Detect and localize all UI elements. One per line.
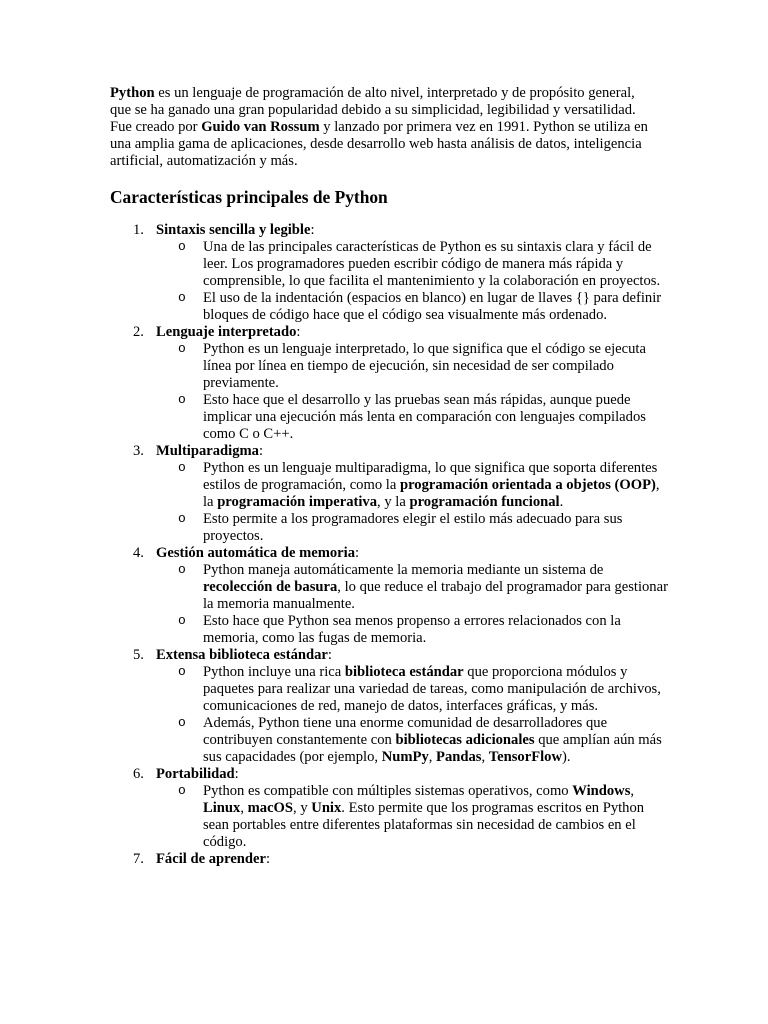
text-run: . Esto permite que los programas escritos en Python sean portables entre diferentes plataformas sin necesidad de cambios en el código.	[203, 800, 645, 850]
text-run: Una de las principales características de Python es su sintaxis clara y fácil de leer. Los programadores pueden escribir código de manera más rápida y comprensible, lo que facilita el mantenimiento y la colaboración en proyectos.	[203, 239, 661, 289]
bullet-marker-icon: o	[178, 664, 186, 679]
bullet-point	[0, 613, 768, 647]
bullet-marker-icon: o	[178, 239, 186, 254]
list-item-title: Portabilidad	[156, 766, 235, 782]
bullet-point	[0, 392, 768, 443]
text-run: que proporciona módulos y paquetes para realizar una variedad de tareas, como manipulación de archivos, comunicaciones de red, manejo de datos, interfaces gráficas, y más.	[203, 664, 661, 714]
text-run: ).	[562, 749, 571, 765]
list-item-title: Fácil de aprender	[156, 851, 266, 867]
text-run: Esto hace que el desarrollo y las pruebas sean más rápidas, aunque puede implicar una ejecución más lenta en comparación con lenguajes compilados como C o C++.	[203, 392, 646, 442]
text-run: es un lenguaje de programación de alto nivel, interpretado y de propósito general, que se ha ganado una gran popularidad debido a su simplicidad, legibilidad y versatilidad. Fue creado por	[110, 85, 636, 135]
list-item	[0, 222, 768, 324]
bullet-marker-icon: o	[178, 392, 186, 407]
list-item-number: 3.	[133, 443, 144, 459]
bullet-marker-icon: o	[178, 341, 186, 356]
list-item-number: 6.	[133, 766, 144, 782]
text-run: El uso de la indentación (espacios en blanco) en lugar de llaves {} para definir bloques de código hace que el código sea visualmente más ordenado.	[203, 290, 662, 323]
text-run: Esto permite a los programadores elegir el estilo más adecuado para sus proyectos.	[203, 511, 623, 544]
text-run: Además, Python tiene una enorme comunidad de desarrolladores que contribuyen constantemente con	[203, 715, 608, 748]
list-item-header: 1. Sintaxis sencilla y legible:	[133, 222, 315, 238]
bullet-point	[0, 239, 768, 290]
bold-text: Windows	[572, 783, 631, 799]
bold-text: bibliotecas adicionales	[395, 732, 535, 748]
list-item-header: 4. Gestión automática de memoria:	[133, 545, 360, 561]
bold-text: TensorFlow	[488, 749, 563, 765]
list-item	[0, 545, 768, 647]
bold-text: biblioteca estándar	[344, 664, 464, 680]
list-item-header: 5. Extensa biblioteca estándar:	[133, 647, 332, 663]
bold-text: macOS	[247, 800, 294, 816]
bullet-marker-icon: o	[178, 460, 186, 475]
list-item-header: 2. Lenguaje interpretado:	[133, 324, 301, 340]
bullet-marker-icon: o	[178, 562, 186, 577]
bold-text: Guido van Rossum	[201, 119, 320, 135]
text-run: , lo que reduce el trabajo del programador para gestionar la memoria manualmente.	[203, 579, 668, 612]
text-run: Python maneja automáticamente la memoria mediante un sistema de	[203, 562, 604, 578]
text-run: , y la	[377, 494, 410, 510]
list-item-title: Multiparadigma	[156, 443, 259, 459]
bullet-point	[0, 664, 768, 715]
text-run: , y	[293, 800, 312, 816]
list-item	[0, 766, 768, 851]
list-item-number: 1.	[133, 222, 144, 238]
bullet-marker-icon: o	[178, 783, 186, 798]
bold-text: Pandas	[436, 749, 482, 765]
bullet-point	[0, 460, 768, 511]
list-item-number: 2.	[133, 324, 144, 340]
bullet-marker-icon: o	[178, 613, 186, 628]
list-item-title: Lenguaje interpretado	[156, 324, 297, 340]
bullet-point	[0, 290, 768, 324]
text-run: Esto hace que Python sea menos propenso a errores relacionados con la memoria, como las fugas de memoria.	[203, 613, 621, 646]
section-heading: Características principales de Python	[110, 187, 388, 207]
text-run: ,	[630, 783, 635, 799]
text-run: Python es un lenguaje multiparadigma, lo que significa que soporta diferentes estilos de programación, como la	[203, 460, 658, 493]
text-run: ,	[428, 749, 437, 765]
bullet-point	[0, 562, 768, 613]
list-item-header: 6. Portabilidad:	[133, 766, 239, 782]
text-run: ,	[240, 800, 248, 816]
bullet-marker-icon: o	[178, 715, 186, 730]
bold-text: programación funcional	[409, 494, 560, 510]
bullet-point	[0, 511, 768, 545]
list-item-title: Sintaxis sencilla y legible	[156, 222, 311, 238]
text-run: y lanzado por primera vez en 1991. Python se utiliza en una amplia gama de aplicaciones, desde desarrollo web hasta análisis de datos, inteligencia artificial, automatización y más.	[110, 119, 648, 169]
text-run: Python es compatible con múltiples sistemas operativos, como	[203, 783, 573, 799]
bold-text: Unix	[311, 800, 342, 816]
list-item	[0, 851, 768, 868]
bold-text: Linux	[203, 800, 241, 816]
features-list	[0, 222, 768, 868]
list-item-number: 4.	[133, 545, 144, 561]
text-run: .	[559, 494, 564, 510]
bold-text: programación imperativa	[217, 494, 378, 510]
list-item-number: 7.	[133, 851, 144, 867]
list-item-title: Gestión automática de memoria	[156, 545, 356, 561]
bullet-point	[0, 783, 768, 851]
text-run: ,	[481, 749, 489, 765]
bullet-point	[0, 715, 768, 766]
text-run: Python es un lenguaje interpretado, lo que significa que el código se ejecuta línea por línea en tiempo de ejecución, sin necesidad de ser compilado previamente.	[203, 341, 646, 391]
bullet-point	[0, 341, 768, 392]
list-item-header: 7. Fácil de aprender:	[133, 851, 271, 867]
intro-paragraph	[110, 85, 655, 170]
list-item	[0, 324, 768, 443]
text-run: , la	[203, 477, 660, 510]
list-item-header: 3. Multiparadigma:	[133, 443, 264, 459]
list-item-title: Extensa biblioteca estándar	[156, 647, 328, 663]
bold-text: NumPy	[381, 749, 429, 765]
bold-text: Python	[110, 85, 155, 101]
list-item	[0, 647, 768, 766]
text-run: que amplían aún más sus capacidades (por ejemplo,	[203, 732, 662, 765]
bold-text: recolección de basura	[203, 579, 338, 595]
text-run: Python incluye una rica	[203, 664, 345, 680]
bold-text: programación orientada a objetos (OOP)	[399, 477, 656, 493]
list-item	[0, 443, 768, 545]
list-item-number: 5.	[133, 647, 144, 663]
bullet-marker-icon: o	[178, 290, 186, 305]
bullet-marker-icon: o	[178, 511, 186, 526]
